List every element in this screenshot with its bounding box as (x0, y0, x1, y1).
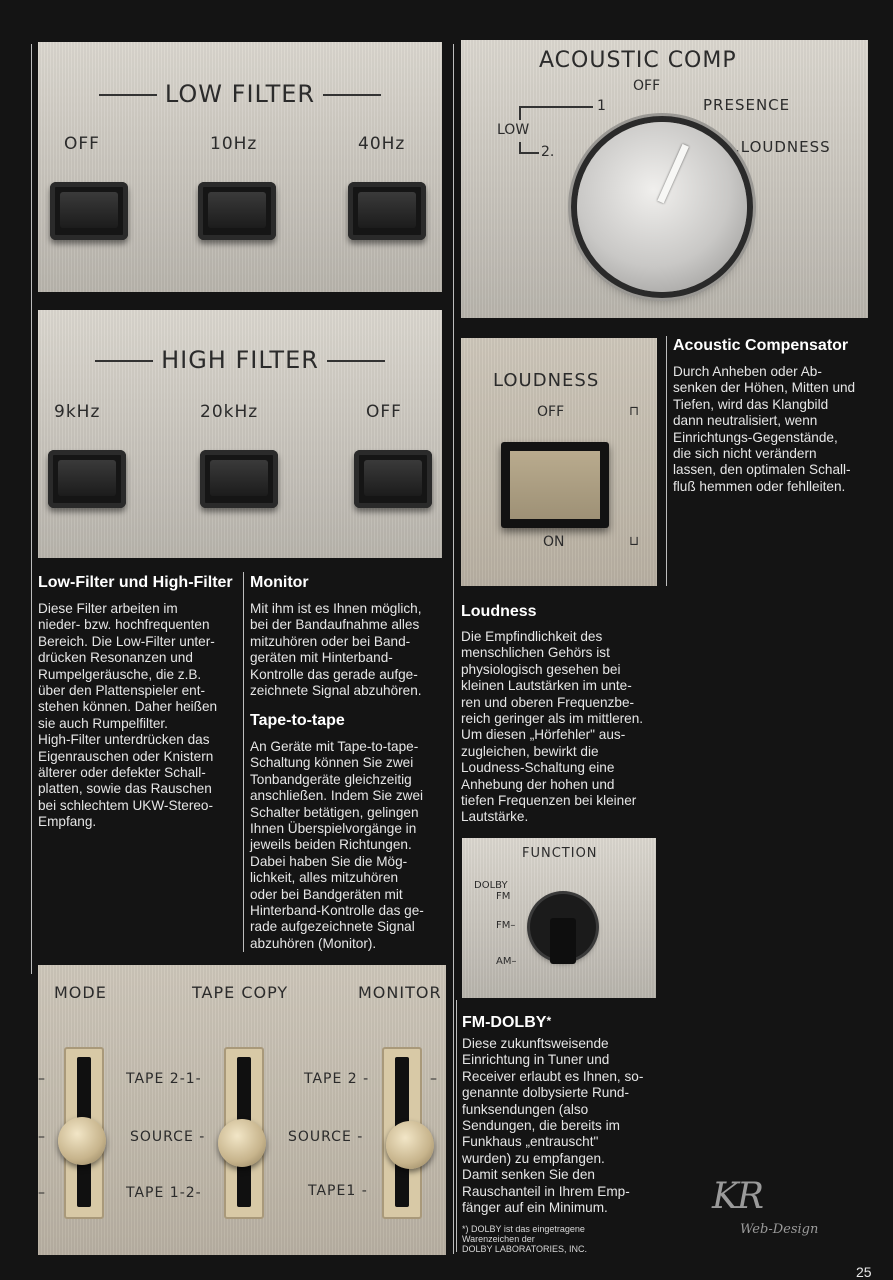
high-filter-label-20khz: 20kHz (200, 402, 259, 422)
mode-tick-top: – (38, 1071, 46, 1087)
acoustic-comp-off-label: OFF (633, 78, 661, 94)
high-filter-label-9khz: 9kHz (54, 402, 101, 422)
column-divider-fm (456, 1000, 457, 1252)
function-selector-lever (550, 918, 576, 964)
tape-copy-label: TAPE COPY (192, 983, 289, 1002)
dolby-footnote: *) DOLBY ist das eingetragene Warenzeichen der DOLBY LABORATORIES, INC. (462, 1224, 588, 1254)
filter-heading: Low-Filter und High-Filter (38, 574, 233, 591)
low-filter-off-button[interactable] (50, 182, 128, 240)
acoustic-comp-low-label: LOW (497, 122, 530, 138)
loudness-off-label: OFF (537, 404, 565, 420)
high-filter-panel (38, 310, 442, 558)
column-divider-left (31, 44, 32, 974)
fmdolby-body: Diese zukunftsweisende Einrichtung in Tuner und Receiver erlaubt es Ihnen, so- genannte dolbysierte Rund- funksendungen (also Sendungen, die bereits im Funkhaus „entrauscht" wurden) zu empfangen. Damit senken Sie den Rauschanteil in Ihrem Emp- fänger auf ein Minimum. (462, 1036, 644, 1216)
acoustic-comp-line-2 (519, 152, 539, 154)
low-filter-10hz-button[interactable] (198, 182, 276, 240)
kr-logo-subtitle: Web-Design (740, 1222, 819, 1237)
kr-logo: KR (712, 1176, 762, 1217)
low-filter-label-40hz: 40Hz (358, 134, 406, 154)
tape-copy-slider-knob[interactable] (218, 1119, 266, 1167)
mode-tick-mid: – (38, 1129, 46, 1145)
loudness-body: Die Empfindlichkeit des menschlichen Gehörs ist physiologisch gesehen bei kleinen Lautstärken im unte- ren und oberen Frequenzbe- reich geringer als im mittleren. Um diesen „Hörfehler" aus- zugleichen, bewirkt die Loudness-Schaltung eine Anhebung der hohen und tiefen Frequenzen bei kleiner Lautstärke. (461, 629, 644, 825)
tape-2-1-label: TAPE 2-1- (126, 1071, 202, 1087)
mode-slider-knob[interactable] (58, 1117, 106, 1165)
tape-body: An Geräte mit Tape-to-tape- Schaltung können Sie zwei Tonbandgeräte gleichzeitig anschließen. Indem Sie zwei Schalter betätigen, gelingen Ihnen Überspielvorgänge in jeweils beiden Richtungen. Dabei haben Sie die Mög- lichkeit, alles mitzuhören oder bei Bandgeräten mit Hinterband-Kontrolle das ge- rade aufgezeichnete Signal abzuhören (Monitor). (250, 739, 424, 951)
high-filter-off-button[interactable] (354, 450, 432, 508)
low-filter-title: LOW FILTER (38, 80, 442, 108)
tape-panel (38, 965, 446, 1255)
filter-body: Diese Filter arbeiten im nieder- bzw. hochfrequenten Bereich. Die Low-Filter unter- drücken Resonanzen und Rumpelgeräusche, die z.B. über den Plattenspieler ent- stehen können. Daher heißen sie auch Rumpelfilter. High-Filter unterdrücken das Eigenrauschen oder Knistern älterer oder defekter Schall- platten, sowie das Rauschen bei schlechtem UKW-Stereo- Empfang. (38, 601, 218, 830)
mode-label: MODE (54, 983, 107, 1002)
acoustic-heading: Acoustic Compensator (673, 337, 849, 354)
function-dolby-label: DOLBY (474, 880, 508, 891)
tape-2-label: TAPE 2 - (304, 1071, 370, 1087)
tape-1-2-label: TAPE 1-2- (126, 1185, 202, 1201)
fmdolby-asterisk: * (546, 1014, 552, 1028)
monitor-label: MONITOR (358, 983, 442, 1002)
fmdolby-heading: FM-DOLBY* (462, 1014, 552, 1031)
function-dolby-fm-label: FM (496, 891, 511, 902)
acoustic-comp-knob[interactable] (577, 122, 747, 292)
loudness-on-label: ON (543, 534, 565, 550)
pushed-out-icon: ⊓ (629, 404, 640, 419)
high-filter-label-off: OFF (366, 402, 402, 422)
loudness-panel (461, 338, 657, 586)
acoustic-comp-line-1 (519, 106, 593, 108)
monitor-heading: Monitor (250, 574, 309, 591)
loudness-button[interactable] (501, 442, 609, 528)
low-filter-panel (38, 42, 442, 292)
acoustic-body: Durch Anheben oder Ab- senken der Höhen, Mitten und Tiefen, wird das Klangbild dann neutralisiert, wenn Einrichtungs-Gegenstände, die sich nicht verändern lassen, den optimalen Schall- fluß hemmen oder fehlleiten. (673, 364, 856, 494)
function-am-label: AM– (496, 956, 517, 967)
mode-tick-bottom: – (38, 1185, 46, 1201)
acoustic-comp-panel (461, 40, 868, 318)
function-panel (462, 838, 656, 998)
page-number: 25 (856, 1264, 872, 1280)
loudness-heading: Loudness (461, 603, 537, 620)
acoustic-comp-pos-1: 1 (597, 98, 606, 114)
acoustic-comp-pos-2: 2. (541, 144, 555, 160)
function-selector-knob[interactable] (530, 894, 596, 960)
column-divider-center (453, 44, 454, 1254)
source-label-1: SOURCE - (130, 1129, 206, 1145)
acoustic-comp-title: ACOUSTIC COMP (539, 48, 737, 73)
tape-1-label: TAPE1 - (308, 1183, 368, 1199)
high-filter-20khz-button[interactable] (200, 450, 278, 508)
low-filter-40hz-button[interactable] (348, 182, 426, 240)
function-title: FUNCTION (522, 846, 598, 861)
tape-heading: Tape-to-tape (250, 712, 345, 729)
low-filter-label-10hz: 10Hz (210, 134, 258, 154)
monitor-tick-top: – (430, 1071, 438, 1087)
source-label-2: SOURCE - (288, 1129, 364, 1145)
low-filter-label-off: OFF (64, 134, 100, 154)
high-filter-9khz-button[interactable] (48, 450, 126, 508)
column-divider-text (243, 572, 244, 952)
monitor-slider-knob[interactable] (386, 1121, 434, 1169)
acoustic-comp-line-1-stub (519, 106, 521, 120)
monitor-body: Mit ihm ist es Ihnen möglich, bei der Bandaufnahme alles mitzuhören oder bei Band- geräten mit Hinterband- Kontrolle das gerade aufge- zeichnete Signal abzuhören. (250, 601, 422, 699)
high-filter-title: HIGH FILTER (38, 346, 442, 374)
function-fm-label: FM– (496, 920, 516, 931)
knob-indicator-mark (657, 144, 689, 203)
acoustic-comp-presence-label: PRESENCE (703, 96, 791, 114)
pushed-in-icon: ⊔ (629, 534, 640, 549)
acoustic-comp-loudness-label: .LOUDNESS (735, 138, 831, 156)
column-divider-right (666, 336, 667, 586)
loudness-panel-title: LOUDNESS (493, 370, 600, 391)
